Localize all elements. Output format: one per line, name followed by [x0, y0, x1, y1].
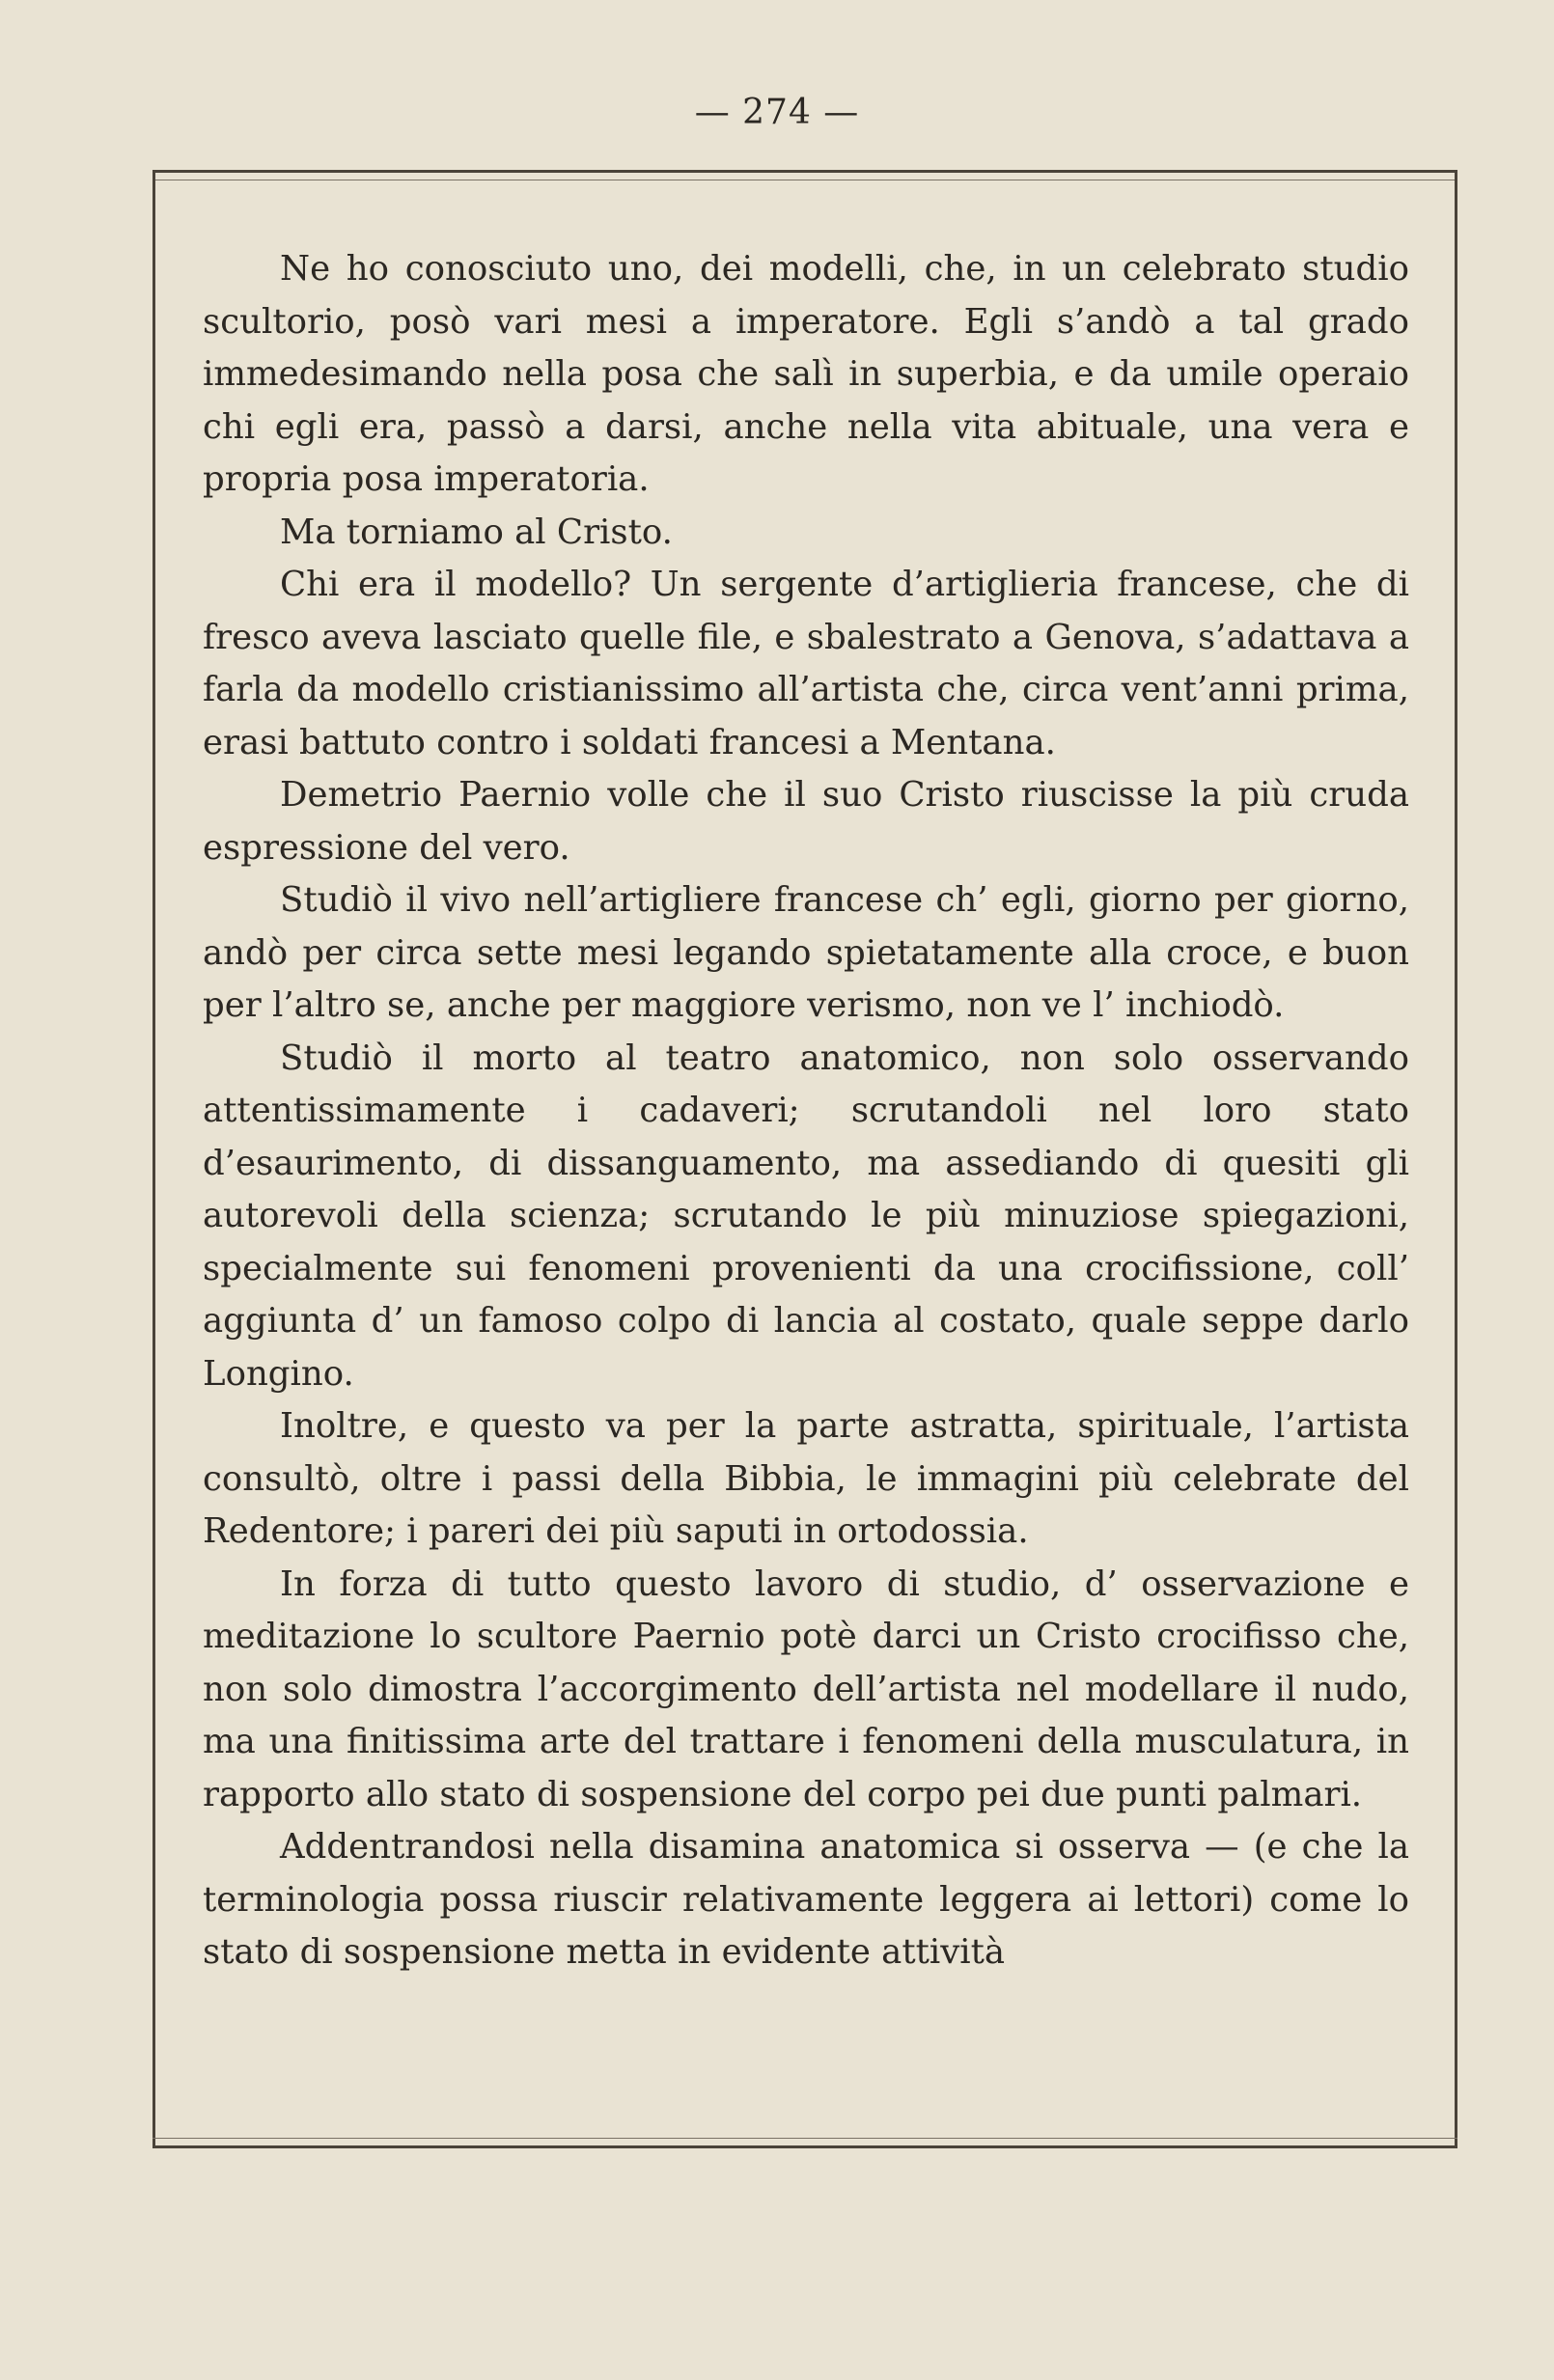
paragraph-7: Inoltre, e questo va per la parte astratta, spirituale, l’artista consultò, oltre i passi della Bibbia, le immagini più celebrate del Redentore; i pareri dei più saputi in ortodossia.	[203, 1406, 1409, 1551]
paragraph-3: Chi era il modello? Un sergente d’artiglieria francese, che di fresco aveva lasciato quelle file, e sbalestrato a Genova, s’adattava a farla da modello cristianissimo all’artista che, circa vent’anni prima, erasi battuto contro i soldati francesi a Mentana.	[203, 565, 1409, 762]
paragraph-4: Demetrio Paernio volle che il suo Cristo riuscisse la più cruda espressione del vero.	[203, 775, 1409, 868]
paragraph-6: Studiò il morto al teatro anatomico, non solo osservando attentissimamente i cadaveri; scrutandoli nel loro stato d’esaurimento, di dissanguamento, ma assediando di quesiti gli autorevoli della scienza; scrutando le più minuziose spiegazioni, specialmente sui fenomeni provenienti da una crocifissione, coll’ aggiunta d’ un famoso colpo di lancia al costato, quale seppe darlo Longino.	[203, 1038, 1409, 1394]
paragraph-2: Ma torniamo al Cristo.	[280, 512, 673, 552]
paragraph-9: Addentrandosi nella disamina anatomica si osserva — (e che la terminologia possa riuscir relativamente leggera ai lettori) come lo stato di sospensione metta in evidente attività	[203, 1827, 1409, 1972]
paragraph-5: Studiò il vivo nell’artigliere francese ch’ egli, giorno per giorno, andò per circa sette mesi legando spietatamente alla croce, e buon per l’altro se, anche per maggiore verismo, non ve l’ inchiodò.	[203, 880, 1409, 1025]
right-rule	[1455, 170, 1457, 2148]
paragraph-8: In forza di tutto questo lavoro di studio, d’ osservazione e meditazione lo scultore Paernio potè darci un Cristo crocifisso che, non solo dimostra l’accorgimento dell’artista nel modellare il nudo, ma una finitissima arte del trattare i fenomeni della musculatura, in rapporto allo stato di sospensione del corpo pei due punti palmari.	[203, 1564, 1409, 1814]
text-body	[203, 243, 1409, 1979]
top-rule	[153, 170, 1457, 173]
bottom-rule	[153, 2145, 1457, 2148]
paragraph-1: Ne ho conosciuto uno, dei modelli, che, in un celebrato studio scultorio, posò vari mesi a imperatore. Egli s’andò a tal grado immedesimando nella posa che salì in superbia, e da umile operaio chi egli era, passò a darsi, anche nella vita abituale, una vera e propria posa imperatoria.	[203, 249, 1409, 499]
page-number: — 274 —	[694, 93, 860, 132]
bottom-rule-thin	[153, 2138, 1457, 2139]
left-rule	[153, 170, 155, 2148]
